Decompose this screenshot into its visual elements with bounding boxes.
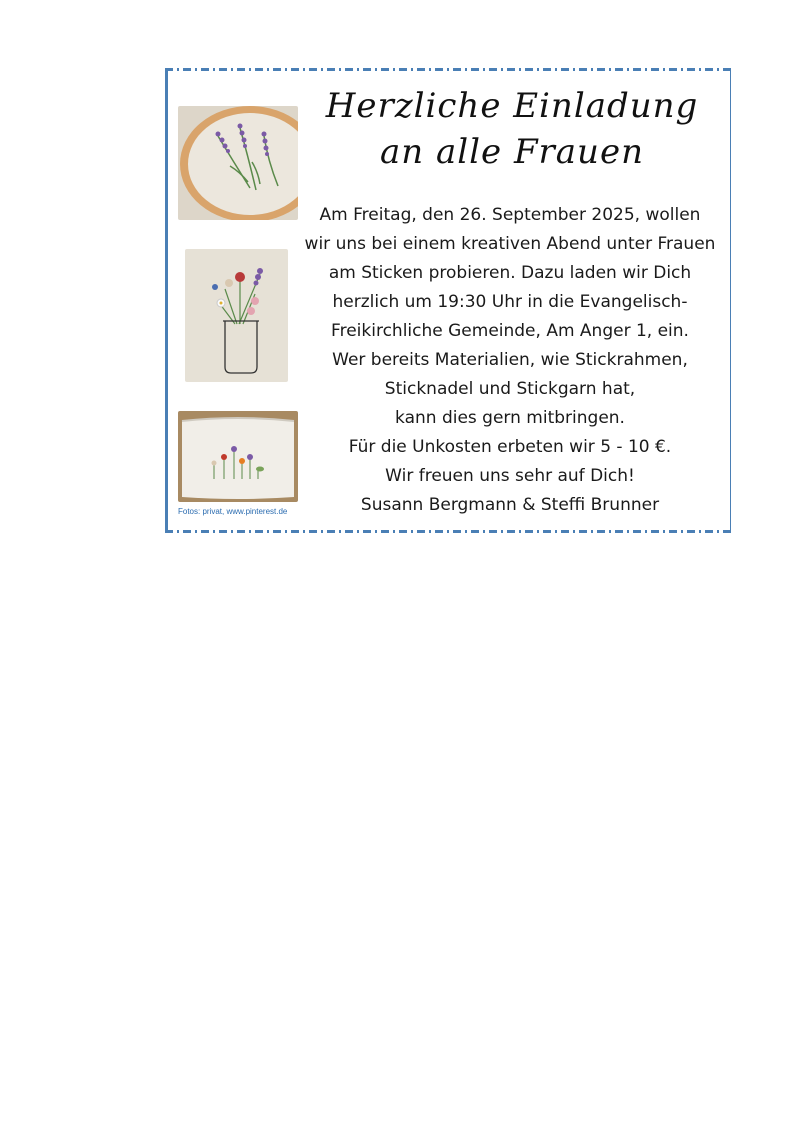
body-line: kann dies gern mitbringen.: [395, 408, 625, 428]
invitation-body: [290, 201, 730, 520]
flower-pouch-photo: [178, 411, 298, 502]
flower-pouch-image: [178, 411, 298, 502]
lavender-hoop-image: [178, 106, 298, 220]
invitation-title: [308, 83, 716, 175]
body-line: herzlich um 19:30 Uhr in die Evangelisch-: [332, 292, 688, 312]
body-line: Sticknadel und Stickgarn hat,: [384, 379, 636, 399]
body-line: Am Freitag, den 26. September 2025, wollen: [319, 205, 701, 225]
title-line-1: Herzliche Einladung: [325, 86, 699, 126]
flower-jar-image: [185, 249, 288, 382]
body-line: wir uns bei einem kreativen Abend unter Frauen: [304, 234, 716, 254]
signature-line: Susann Bergmann & Steffi Brunner: [360, 495, 660, 515]
body-line: Wer bereits Materialien, wie Stickrahmen,: [332, 350, 688, 370]
body-line: Für die Unkosten erbeten wir 5 - 10 €.: [348, 437, 672, 457]
invitation-flyer: [165, 68, 733, 533]
body-line: Freikirchliche Gemeinde, Am Anger 1, ein.: [331, 321, 689, 341]
photo-credit-caption: Fotos: privat, www.pinterest.de: [178, 507, 288, 516]
body-line: Wir freuen uns sehr auf Dich!: [385, 466, 635, 486]
flower-jar-photo: [185, 249, 288, 382]
body-line: am Sticken probieren. Dazu laden wir Dich: [328, 263, 692, 283]
title-line-2: an alle Frauen: [380, 132, 644, 172]
lavender-hoop-photo: [178, 106, 298, 220]
